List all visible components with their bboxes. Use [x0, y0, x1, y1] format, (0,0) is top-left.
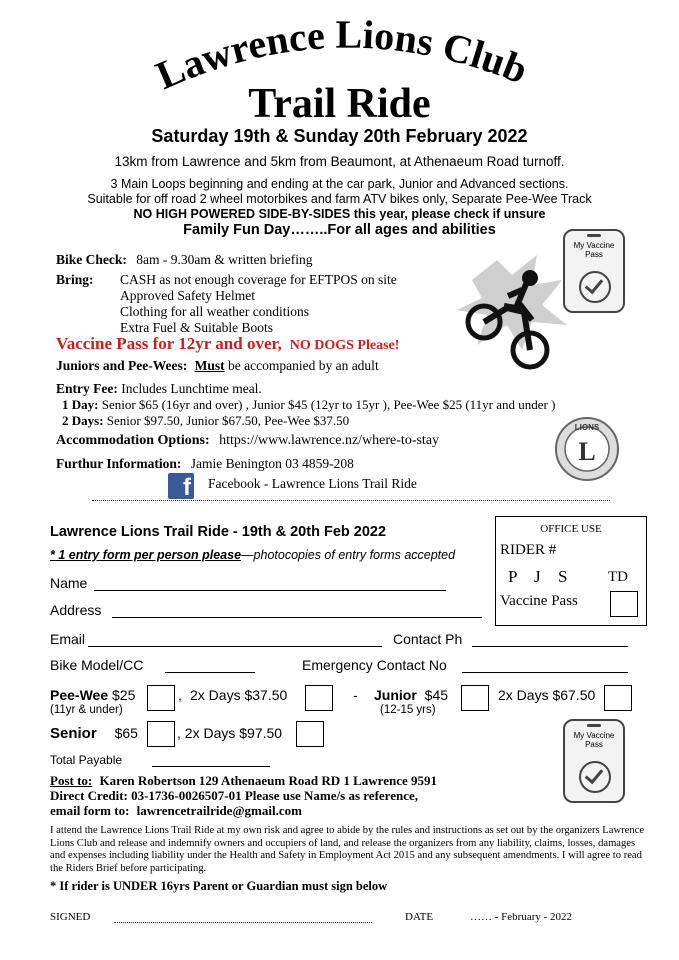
- date-label: DATE: [405, 911, 434, 923]
- bring-item: Approved Safety Helmet: [120, 288, 255, 303]
- disclaimer-text: I attend the Lawrence Lions Trail Ride at my own risk and agree to abide by the rules and instructions as set out by the organizers Lawrence Lions Club and release and indemnify owners and occupiers of land, and release the organizers from any liability, claims, losses, damages and expenses including liability under the Health and Safety in Employment Act 2015 and any subsequent amendments. I will agree to read the Riders Brief before participating.: [50, 825, 645, 874]
- junior-label: Junior: [374, 687, 417, 703]
- juniors-must: Must: [194, 358, 225, 373]
- bring-label: Bring:: [56, 272, 94, 287]
- facebook-text[interactable]: Facebook - Lawrence Lions Trail Ride: [208, 476, 417, 491]
- loops-line-1: 3 Main Loops beginning and ending at the car park, Junior and Advanced sections.: [110, 177, 569, 191]
- office-s: S: [558, 567, 568, 586]
- vaccine-pass-icon: My Vaccine Pass: [563, 229, 625, 313]
- lions-logo-text: LIONS: [574, 423, 600, 432]
- loops-line-2: Suitable for off road 2 wheel motorbikes and farm ATV bikes only, Separate Pee-Wee Track: [87, 192, 592, 206]
- bring-item: CASH as not enough coverage for EFTPOS on site: [120, 272, 397, 287]
- peewee-2day-checkbox[interactable]: [305, 685, 333, 711]
- event-title: Trail Ride: [248, 81, 431, 127]
- event-dates: Saturday 19th & Sunday 20th February 2022: [151, 126, 528, 146]
- separator-line: [92, 500, 610, 501]
- peewee-age: (11yr & under): [50, 704, 123, 716]
- email-field[interactable]: [88, 646, 382, 647]
- entry-fee-value: Includes Lunchtime meal.: [121, 381, 262, 396]
- bike-check-value: 8am - 9.30am & written briefing: [136, 252, 313, 267]
- office-p: P: [508, 567, 518, 586]
- peewee-label: Pee-Wee: [50, 687, 109, 703]
- bike-model-field[interactable]: [165, 672, 255, 673]
- emergency-contact-label: Emergency Contact No: [302, 657, 447, 673]
- junior-2x-label: 2x Days $67.50: [498, 687, 596, 703]
- contact-ph-field[interactable]: [472, 646, 628, 647]
- senior-label: Senior: [50, 725, 97, 742]
- info-label: Furthur Information:: [56, 456, 182, 471]
- two-days-label: 2 Days:: [62, 413, 104, 428]
- entry-fee-label: Entry Fee:: [56, 381, 118, 396]
- form-title: Lawrence Lions Trail Ride - 19th & 20th Feb 2022: [50, 524, 387, 540]
- total-payable-field[interactable]: [152, 766, 270, 767]
- address-field[interactable]: [112, 617, 482, 618]
- juniors-rest: be accompanied by an adult: [228, 358, 379, 373]
- email-label: Email: [50, 631, 86, 647]
- rider-number-label: RIDER #: [500, 542, 557, 558]
- club-name: Lawrence Lions Club: [149, 12, 534, 99]
- senior-2x-text: 2x Days $97.50: [184, 725, 283, 741]
- senior-price: $65: [114, 725, 138, 741]
- lions-club-logo: [554, 416, 620, 482]
- peewee-price: $25: [112, 687, 136, 703]
- under-16-notice: * If rider is UNDER 16yrs Parent or Guardian must sign below: [50, 879, 388, 893]
- side-by-side-notice: NO HIGH POWERED SIDE-BY-SIDES this year, please check if unsure: [133, 207, 546, 221]
- accommodation-label: Accommodation Options:: [56, 433, 210, 448]
- email-form-label: email form to:: [50, 803, 130, 818]
- accommodation-link[interactable]: https://www.lawrence.nz/where-to-stay: [219, 433, 440, 448]
- dash-separator: -: [353, 687, 358, 703]
- one-day-value: Senior $65 (16yr and over) , Junior $45 (12yr to 15yr ), Pee-Wee $25 (11yr and under ): [101, 397, 556, 412]
- office-vaccine-pass-label: Vaccine Pass: [500, 593, 578, 609]
- total-payable-label: Total Payable: [50, 753, 123, 767]
- junior-2day-checkbox[interactable]: [604, 685, 632, 711]
- motorbike-rider-icon: [452, 250, 572, 375]
- bring-item: Extra Fuel & Suitable Boots: [120, 320, 273, 335]
- senior-2x-label: , 2x Days $97.50: [177, 725, 283, 741]
- post-to-label: Post to:: [50, 773, 93, 788]
- junior-price: $45: [424, 687, 449, 703]
- bike-model-label: Bike Model/CC: [50, 657, 144, 673]
- name-field[interactable]: [94, 590, 446, 591]
- facebook-icon: f: [168, 473, 194, 499]
- senior-1day-checkbox[interactable]: [147, 721, 175, 747]
- event-location: 13km from Lawrence and 5km from Beaumont, at Athenaeum Road turnoff.: [114, 154, 565, 169]
- info-contact: Jamie Benington 03 4859-208: [190, 456, 354, 471]
- office-use-heading: OFFICE USE: [540, 523, 602, 535]
- junior-age: (12-15 yrs): [380, 704, 436, 716]
- address-label: Address: [50, 602, 102, 618]
- peewee-comma: ,: [178, 687, 182, 703]
- vaccine-pass-requirement: Vaccine Pass for 12yr and over,: [56, 334, 282, 353]
- junior-1day-checkbox[interactable]: [461, 685, 489, 711]
- name-label: Name: [50, 575, 88, 591]
- svg-text:L: L: [578, 437, 596, 466]
- form-note-underlined: * 1 entry form per person please: [50, 548, 242, 562]
- signed-label: SIGNED: [50, 911, 91, 923]
- vaccine-pass-icon: My Vaccine Pass: [563, 719, 625, 803]
- bring-list: [120, 272, 397, 336]
- peewee-2x-label: 2x Days $37.50: [190, 687, 288, 703]
- direct-credit: Direct Credit: 03-1736-0026507-01 Please use Name/s as reference,: [50, 788, 418, 803]
- office-td: TD: [608, 569, 628, 585]
- senior-2day-checkbox[interactable]: [296, 721, 324, 747]
- bike-check-label: Bike Check:: [56, 252, 127, 267]
- bring-item: Clothing for all weather conditions: [120, 304, 309, 319]
- date-value[interactable]: …… - February - 2022: [470, 911, 573, 923]
- family-fun-day: Family Fun Day……..For all ages and abilities: [183, 222, 496, 238]
- two-days-value: Senior $97.50, Junior $67.50, Pee-Wee $37.50: [106, 413, 350, 428]
- juniors-label: Juniors and Pee-Wees:: [56, 358, 188, 373]
- emergency-contact-field[interactable]: [462, 672, 628, 673]
- office-use-box: [495, 516, 647, 626]
- email-form-address[interactable]: lawrencetrailride@gmail.com: [136, 803, 302, 818]
- no-dogs-notice: NO DOGS Please!: [289, 338, 400, 353]
- form-note-rest: —photocopies of entry forms accepted: [241, 548, 456, 562]
- signature-field[interactable]: [114, 922, 372, 923]
- one-day-label: 1 Day:: [62, 397, 99, 412]
- peewee-1day-checkbox[interactable]: [147, 685, 175, 711]
- office-vaccine-pass-checkbox[interactable]: [610, 591, 638, 617]
- office-j: J: [534, 567, 541, 586]
- post-to-address: Karen Robertson 129 Athenaeum Road RD 1 Lawrence 9591: [99, 773, 438, 788]
- contact-ph-label: Contact Ph: [393, 631, 463, 647]
